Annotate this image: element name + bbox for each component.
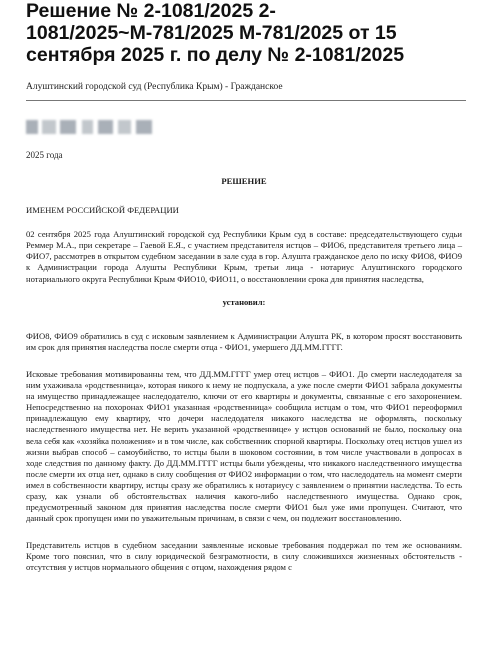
court-category: Алуштинский городской суд (Республика Крым) - Гражданское (26, 82, 283, 92)
paragraph-representative: Представитель истцов в судебном заседании заявленные исковые требования поддержал по тем же основаниям. Кроме того пояснил, что в силу юридической безграмотности, в силу сложившихся жизненных обстоятельств - отсутствия у истцов нормального общения с отцом, нахождения рядом с (26, 540, 462, 573)
in-the-name-line: ИМЕНЕМ РОССИЙСКОЙ ФЕДЕРАЦИИ (26, 205, 179, 216)
document-body (26, 176, 462, 574)
page-title: Решение № 2-1081/2025 2-1081/2025~М-781/2025 М-781/2025 от 15 сентября 2025 г. по делу № 2-1081/2025 (26, 0, 405, 66)
document-year: 2025 года (26, 150, 63, 160)
paragraph-claim: ФИО8, ФИО9 обратились в суд с исковым заявлением к Администрации Алушта РК, в котором просят восстановить им срок для принятия наследства после смерти отца - ФИО1, умершего ДД.ММ.ГГГГ. (26, 330, 462, 352)
established-heading: установил: (222, 296, 266, 307)
paragraph-grounds: Исковые требования мотивированны тем, что ДД.ММ.ГГГГ умер отец истцов – ФИО1. До смерти наследодателя за ним ухаживала «родственница», которая никого к нему не подпускала, а уже после смерти ФИО1 забрала документы на имущество принадлежащее наследодателю, ключи от его квартиры и документы, связанные с его захоронением. Непосредственно на похоронах ФИО1 указанная «родственница» сообщила истцам о том, что ФИО1 переоформил принадлежащую ему квартиру, что дочери наследодателя никакого наследства не оформлять, поскольку наследственного имущества нет. Не верить указанной «родственнице» у истцов оснований не было, поскольку она вела себя как «хозяйка положения» и в том числе, как собственник спорной квартиры. Поскольку отец истцов ушел из жизни выбрав способ – самоубийство, то истцы были в шоковом состоянии, в том числе участвовали в допросах в ходе следствия по данному факту. До ДД.ММ.ГГГГ истцы были убеждены, что никакого наследственного имущества после смерти их отца нет, однако в силу сообщения от ФИО2 информации о том, что наследодатель на момент смерти имел в собственности квартиру, истцы сразу же обратились к нотариусу с заявлением о принятии наследства. То есть сразу, как узнали об обстоятельствах наличия какого-либо наследственного имущества. Однако срок, предусмотренный законом для принятия наследства после смерти ФИО1 был уже ими пропущен. Считают, что данный срок пропущен ими по уважительным причинам, в связи с чем, он подлежит восстановлению. (26, 368, 462, 524)
intro-paragraph: 02 сентября 2025 года Алуштинский городской суд Республики Крым суд в составе: председательствующего судьи Реммер М.А., при секретаре – Гаевой Е.Я., с участием представителя истцов – ФИО6, представителя третьего лица – ФИО7, рассмотрев в открытом судебном заседании в зале суда в гор. Алушта гражданское дело по иску ФИО8, ФИО9 к Администрации города Алушты Республики Крым, третьи лица - нотариус Алуштинского городского нотариального округа Республики Крым ФИО10, ФИО11, о восстановлении срока для принятия наследства, (26, 229, 462, 284)
header-divider (26, 100, 466, 101)
decision-heading: РЕШЕНИЕ (221, 176, 267, 186)
